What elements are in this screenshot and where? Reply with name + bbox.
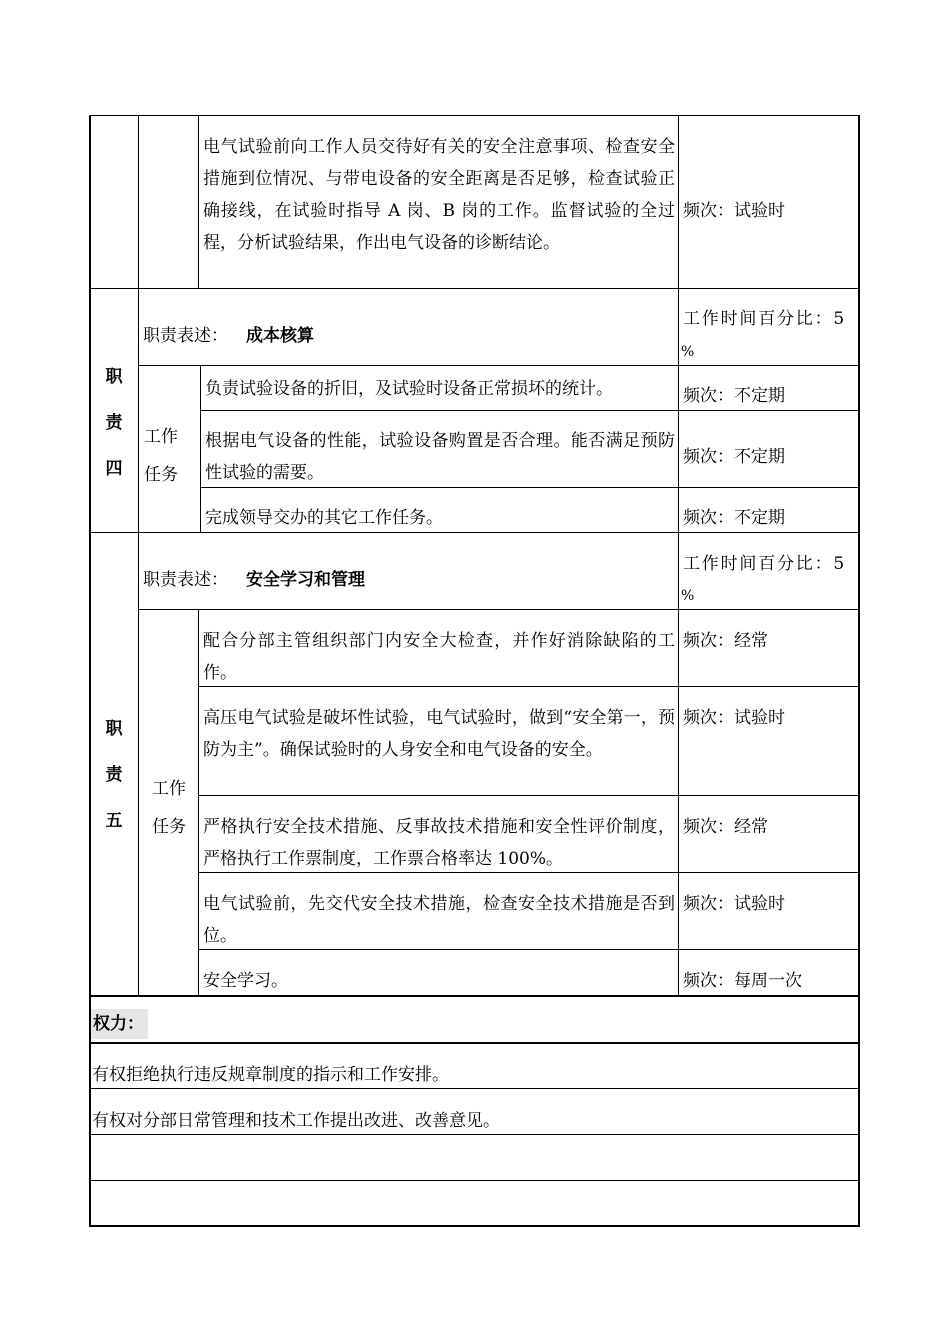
table-divider-tasklabel-d5 — [198, 610, 199, 996]
duty5-task-label-line: 工作 — [152, 779, 186, 799]
duty5-desc-value: 安全学习和管理 — [246, 570, 365, 590]
duty4-task-2: 根据电气设备的性能，试验设备购置是否合理。能否满足预防性试验的需要。 — [205, 431, 675, 483]
table-border-right — [858, 115, 860, 1227]
duty5-label — [90, 716, 138, 854]
duty4-label-char: 四 — [105, 459, 123, 479]
duty4-time-pct: 工作时间百分比：5 — [683, 309, 847, 329]
rule-d5-t2 — [198, 795, 860, 796]
duty5-task-2-freq: 频次：试验时 — [683, 708, 785, 728]
power-title: 权力： — [91, 1009, 148, 1039]
duty5-label-char: 责 — [105, 765, 123, 785]
rule-d5-desc — [138, 609, 860, 610]
duty4-desc-label: 职责表述： — [143, 326, 228, 346]
duty5-desc-label: 职责表述： — [143, 570, 228, 590]
duty5-task-5: 安全学习。 — [203, 971, 288, 991]
duty4-task-1: 负责试验设备的折旧，及试验时设备正常损坏的统计。 — [205, 379, 613, 399]
duty5-time-pct: 工作时间百分比：5 — [683, 554, 847, 574]
top-task-freq: 频次：试验时 — [683, 201, 785, 221]
duty5-task-3: 严格执行安全技术措施、反事故技术措施和安全性评价制度，严格执行工作票制度，工作票合格率达 100%。 — [203, 817, 675, 869]
duty5-task-4: 电气试验前，先交代安全技术措施，检查安全技术措施是否到位。 — [203, 894, 675, 946]
table-divider-tasklabel-top — [198, 115, 199, 289]
duty4-task-label-line: 工作 — [144, 427, 178, 447]
duty5-task-2: 高压电气试验是破坏性试验，电气试验时，做到“安全第一，预防为主”。确保试验时的人身安全和电气设备的安全。 — [203, 708, 675, 760]
duty4-task-2-freq: 频次：不定期 — [683, 447, 785, 467]
rule-end-top — [89, 288, 860, 289]
duty5-task-1: 配合分部主管组织部门内安全大检查，并作好消除缺陷的工作。 — [203, 631, 675, 683]
duty4-task-label-line: 任务 — [144, 465, 178, 485]
duty5-label-char: 五 — [105, 811, 123, 831]
duty5-task-1-freq: 频次：经常 — [683, 631, 768, 651]
rule-power-title — [89, 1042, 860, 1044]
top-task-text: 电气试验前向工作人员交待好有关的安全注意事项、检查安全措施到位情况、与带电设备的安全距离是否足够，检查试验正确接线，在试验时指导 A 岗、B 岗的工作。监督试验的全过程，分析试验结果，作出电气设备的诊断结论。 — [203, 137, 675, 253]
duty4-label-char: 职 — [105, 367, 123, 387]
table-divider-label — [138, 115, 139, 996]
power-item: 有权拒绝执行违反规章制度的指示和工作安排。 — [92, 1065, 449, 1085]
rule-d4-desc — [138, 365, 860, 366]
table-divider-freq — [678, 115, 679, 996]
duty5-time-pct-unit: % — [681, 588, 695, 604]
duty5-label-char: 职 — [105, 719, 123, 739]
duty4-task-3-freq: 频次：不定期 — [683, 508, 785, 528]
rule-power-3 — [89, 1180, 860, 1181]
duty4-label — [90, 364, 138, 502]
duty5-task-3-freq: 频次：经常 — [683, 817, 768, 837]
duty4-desc-value: 成本核算 — [246, 326, 314, 346]
duty4-time-pct-unit: % — [681, 344, 695, 360]
duty5-task-5-freq: 频次：每周一次 — [683, 971, 802, 991]
rule-top — [89, 115, 860, 116]
duty4-task-3: 完成领导交办的其它工作任务。 — [205, 508, 443, 528]
table-border-left — [89, 115, 91, 1227]
duty5-task-label-line: 任务 — [152, 817, 186, 837]
duty5-task-4-freq: 频次：试验时 — [683, 894, 785, 914]
rule-bottom — [89, 1225, 860, 1227]
power-item: 有权对分部日常管理和技术工作提出改进、改善意见。 — [92, 1111, 500, 1131]
duty5-task-label — [146, 770, 192, 846]
duty4-task-1-freq: 频次：不定期 — [683, 386, 785, 406]
table-divider-tasklabel-d4 — [200, 366, 201, 532]
duty4-task-label — [140, 418, 182, 494]
duty4-label-char: 责 — [105, 413, 123, 433]
